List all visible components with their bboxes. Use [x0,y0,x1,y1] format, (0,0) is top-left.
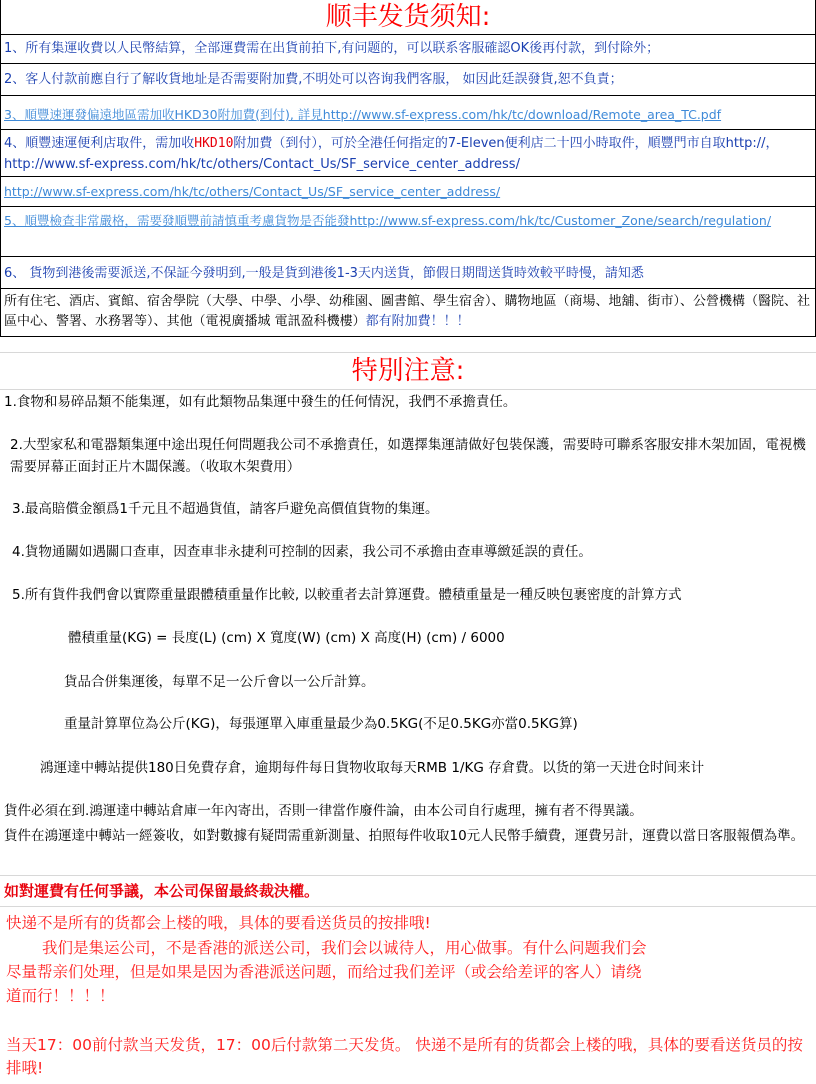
divider [0,63,816,64]
notice-5-link[interactable]: 5、順豐檢查非常嚴格，需要發順豐前請慎重考慮貨物是否能發http://www.sf-express.com/hk/tc/Customer_Zone/search/regulation/ [4,213,772,228]
storage-text: 鴻運達中轉站提供180日免費存倉，逾期每件每日貨物收取每天RMB 1/KG 存倉費。以货的第一天进仓时间来计 [40,760,705,776]
notice-3-link[interactable]: 3、順豐速運發偏遠地區需加收HKD30附加費(到付), 詳見http://www.sf-express.com/hk/tc/download/Remote_area_TC.pdf [4,107,722,122]
weight-unit-rule: 重量計算單位為公斤(KG)，每張運單入庫重量最少為0.5KG(不足0.5KG亦當0.5KG算) [64,716,578,732]
notice-7 [4,292,812,332]
notice-1: 1、所有集運收費以人民幣結算，全部運費需在出貨前拍下,有问题的，可以联系客服確認OK後再付款，到付除外； [4,41,660,56]
notice-7-text: 所有住宅、酒店、賓館、宿舍學院（大學、中學、小學、幼稚園、圖書館、學生宿舍）、購物地區（商場、地舖、街市）、公營機構（醫院、社區中心、警署、水務署等）、其他（電視廣播城 電訊盈科機樓） [4,294,811,329]
notice-4 [4,133,812,175]
special-item-3: 3.最高賠償金額爲1千元且不超過貨值，請客戶避免高價值貨物的集運。 [12,501,439,517]
notice-7-surcharge: 都有附加費！！！ [365,314,470,329]
divider [0,288,816,289]
divider [0,256,816,257]
divider [0,206,816,207]
volume-formula: 體積重量(KG) = 長度(L) (cm) X 寬度(W) (cm) X 高度(H) (cm) / 6000 [68,630,505,646]
company-note: 我们是集运公司，不是香港的派送公司，我们会以诚待人，用心做事。有什么问题我们会尽量帮亲们处理，但是如果是因为香港派送问题，而给过我们差评（或会给差评的客人）请绕道而行！！！！ [6,939,647,1005]
shipping-time-note: 当天17：00前付款当天发货，17：00后付款第二天发货。 快递不是所有的货都会上楼的哦，具体的要看送货员的按排哦! [6,1036,803,1077]
divider [0,875,816,876]
special-item-2: 2.大型家私和電器類集運中途出現任何問題我公司不承擔責任，如選擇集運請做好包裝保護，需要時可聯系客服安排木架加固，電視機需要屏幕正面封正片木闆保護。（收取木架費用） [10,437,806,475]
dispute-clause: 如對運費有任何爭議，本公司保留最終裁決權。 [4,882,320,900]
notice-4-link[interactable]: http://www.sf-express.com/hk/tc/others/Contact_Us/SF_service_center_address/ [4,184,501,199]
divider [0,389,816,390]
notice-4-part-a: 4、順豐速運便利店取件，需加收 [4,136,195,151]
special-item-4: 4.貨物通關如遇關口查車，因查車非永捷利可控制的因素，我公司不承擔由查車導緻延誤的責任。 [12,544,592,560]
grid-strip [0,337,816,353]
mail-rule: 貨件必須在到.鴻運達中轉站倉庫一年內寄出，否則一律當作廢件論，由本公司自行處理，擁有者不得異議。 [4,803,643,819]
notice-2: 2、客人付款前應自行了解收貨地址是否需要附加費,不明处可以咨询我們客服， 如因此廷誤發貨,恕不負責； [4,72,623,87]
sign-rule: 貨件在鴻運達中轉站一經簽收，如對數據有疑問需重新測量、拍照每件收取10元人民幣手續費，運費另計，運費以當日客服報價為準。 [4,828,805,844]
special-item-5: 5.所有貨件我們會以實際重量跟體積重量作比較, 以較重者去計算運費。體積重量是一種反映包裹密度的計算方式 [12,587,682,603]
divider [0,129,816,130]
storage-rule [4,758,764,778]
special-item-1: 1.食物和易碎品類不能集運，如有此類物品集運中發生的任何情況，我們不承擔責任。 [4,394,517,410]
merge-rule: 貨品合併集運後，每單不足一公斤會以一公斤計算。 [64,674,375,690]
notice-6: 6、 貨物到港後需要派送,不保証今發明到,一般是貨到港後1-3天内送貨，節假日期間送貨時效較平時慢，請知悉 [4,266,644,281]
divider [0,95,816,96]
divider [0,34,816,35]
divider [0,176,816,177]
divider [0,906,816,907]
table-border-left [0,0,1,337]
notice-4-part-b: 附加費（到付），可於全港任何指定的7-Eleven便利店二十四小時取件，順豐門市自取http://，http://www.sf-express.com/hk/tc/others/Contact_Us/SF_service_center_address/ [4,136,779,172]
special-title: 特別注意: [351,356,465,386]
page-title: 顺丰发货须知: [325,2,491,32]
notice-4-fee: HKD10 [194,136,234,151]
delivery-note: 快递不是所有的货都会上楼的哦，具体的要看送货员的按排哦! [6,914,431,932]
